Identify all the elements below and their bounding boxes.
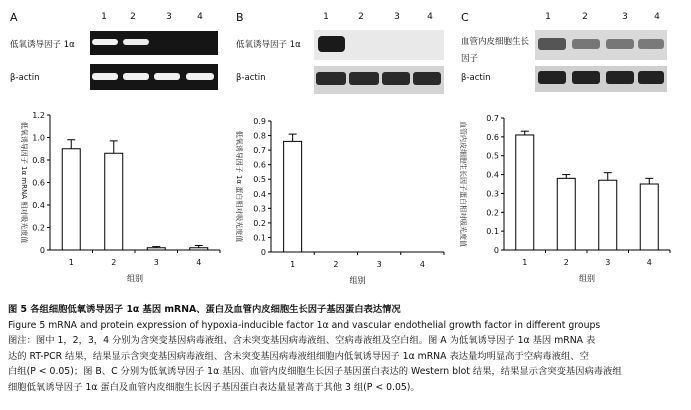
y-tick-label: 0.5 <box>486 151 499 161</box>
x-tick-label: 3 <box>605 258 611 267</box>
caption-note-line: 达的 RT-PCR 结果，结果显示含突变基因病毒液组、含未突变基因病毒液组细胞内低氧诱导因子 1α mRNA 表达量均明显高于空病毒液组、空 <box>8 350 589 362</box>
y-tick-label: 0.2 <box>486 208 499 218</box>
y-tick-label: 0.6 <box>32 178 45 188</box>
y-tick-label: 0 <box>39 246 45 255</box>
y-axis-label: 低氧诱导因子 1α mRNA 相对吸光度值 <box>20 121 28 244</box>
panel-c-row1-label-2: 因子 <box>461 54 479 64</box>
bar <box>284 141 302 252</box>
panel-c-row2-label: β-actin <box>461 73 491 83</box>
panel-a-lane-2: 2 <box>130 12 136 22</box>
x-tick-label: 4 <box>196 258 202 267</box>
x-tick-label: 1 <box>290 260 296 269</box>
x-axis-label: 组别 <box>579 274 595 283</box>
panel-b-lane-2: 2 <box>358 12 364 22</box>
y-tick-label: 0.4 <box>253 189 266 199</box>
bar <box>516 135 534 250</box>
panel-c-lane-2: 2 <box>582 12 588 22</box>
panel-b-lane-3: 3 <box>394 12 400 22</box>
y-tick-label: 0 <box>493 246 499 255</box>
y-axis-label: 血管内皮细胞生长因子蛋白相对吸光度值 <box>459 121 467 247</box>
x-tick-label: 2 <box>333 260 339 269</box>
panel-b-row2-label: β-actin <box>236 73 266 83</box>
y-tick-label: 0.3 <box>253 204 266 214</box>
caption-note-line: 细胞低氧诱导因子 1α 蛋白及血管内皮细胞生长因子基因蛋白表达量显著高于其他 3 组(P < 0.05)。 <box>8 381 420 393</box>
caption-note-line: 图注：图中 1，2，3，4 分别为含突变基因病毒液组、含未突变基因病毒液组、空病毒液组及空白组。图 A 为低氧诱导因子 1α 基因 mRNA 表 <box>8 335 596 346</box>
y-tick-label: 0.2 <box>253 218 266 228</box>
panel-c-lane-4: 4 <box>654 12 660 22</box>
x-tick-label: 4 <box>419 260 425 269</box>
panel-c-lane-3: 3 <box>622 12 628 22</box>
x-tick-label: 4 <box>646 258 652 267</box>
y-tick-label: 0 <box>260 248 266 257</box>
x-tick-label: 1 <box>522 258 528 267</box>
y-tick-label: 0.1 <box>253 233 266 243</box>
x-axis-label: 组别 <box>349 276 366 285</box>
y-tick-label: 0.3 <box>486 189 499 199</box>
x-tick-label: 3 <box>153 258 159 267</box>
y-tick-label: 0.6 <box>253 160 266 170</box>
y-tick-label: 0.8 <box>253 131 266 141</box>
panel-b-lane-1: 1 <box>323 12 329 22</box>
bar <box>557 178 575 250</box>
panel-a-row2-label: β-actin <box>10 73 40 83</box>
panel-a-lane-1: 1 <box>101 12 107 22</box>
panel-c-letter: C <box>461 11 469 24</box>
panel-a-lane-3: 3 <box>166 12 172 22</box>
bar <box>105 153 123 250</box>
y-tick-label: 0.4 <box>32 201 45 210</box>
caption-zh-title: 图 5 各组细胞低氧诱导因子 1α 基因 mRNA、蛋白及血管内皮细胞生长因子基因蛋白表达情况 <box>8 304 401 315</box>
y-tick-label: 0.8 <box>32 156 45 165</box>
x-tick-label: 3 <box>376 260 382 269</box>
y-tick-label: 0.1 <box>486 227 499 237</box>
panel-c-lane-1: 1 <box>545 12 551 22</box>
panel-b-lane-4: 4 <box>427 12 433 22</box>
bar <box>640 184 658 250</box>
panel-c-row1-label: 血管内皮细胞生长 <box>461 37 530 47</box>
y-tick-label: 1.0 <box>32 133 45 143</box>
y-tick-label: 0.7 <box>486 114 499 123</box>
caption-en-title: Figure 5 mRNA and protein expression of hypoxia-inducible factor 1α and vascular endothelial growth factor in different groups <box>8 319 601 331</box>
caption-note-line: 白组(P < 0.05)；图 B、C 分别为低氧诱导因子 1α 基因、血管内皮细胞生长因子基因蛋白表达的 Western blot 结果，结果显示含突变基因病毒液组 <box>8 366 622 377</box>
y-tick-label: 0.4 <box>486 170 499 180</box>
bar <box>147 248 165 250</box>
panel-b-letter: B <box>236 11 244 24</box>
panel-b-row1-label: 低氧诱导因子 1α <box>236 40 301 50</box>
y-axis-label: 低氧诱导因子 1α 蛋白相对吸光度值 <box>235 130 243 243</box>
bar <box>62 149 80 250</box>
x-axis-label: 组别 <box>127 274 143 283</box>
x-tick-label: 2 <box>111 258 117 267</box>
y-tick-label: 0.9 <box>253 117 266 126</box>
y-tick-label: 0.6 <box>486 132 499 142</box>
y-tick-label: 0.5 <box>253 175 266 185</box>
x-tick-label: 2 <box>563 258 569 267</box>
y-tick-label: 1.2 <box>32 111 45 120</box>
x-tick-label: 1 <box>68 258 74 267</box>
bar <box>599 180 617 250</box>
bar <box>190 248 208 250</box>
y-tick-label: 0.2 <box>32 223 45 233</box>
figure-caption <box>8 302 684 395</box>
panel-a-lane-4: 4 <box>197 12 203 22</box>
panel-a-row1-label: 低氧诱导因子 1α <box>10 40 75 50</box>
panel-a-letter: A <box>10 11 18 24</box>
y-tick-label: 0.7 <box>253 146 266 156</box>
